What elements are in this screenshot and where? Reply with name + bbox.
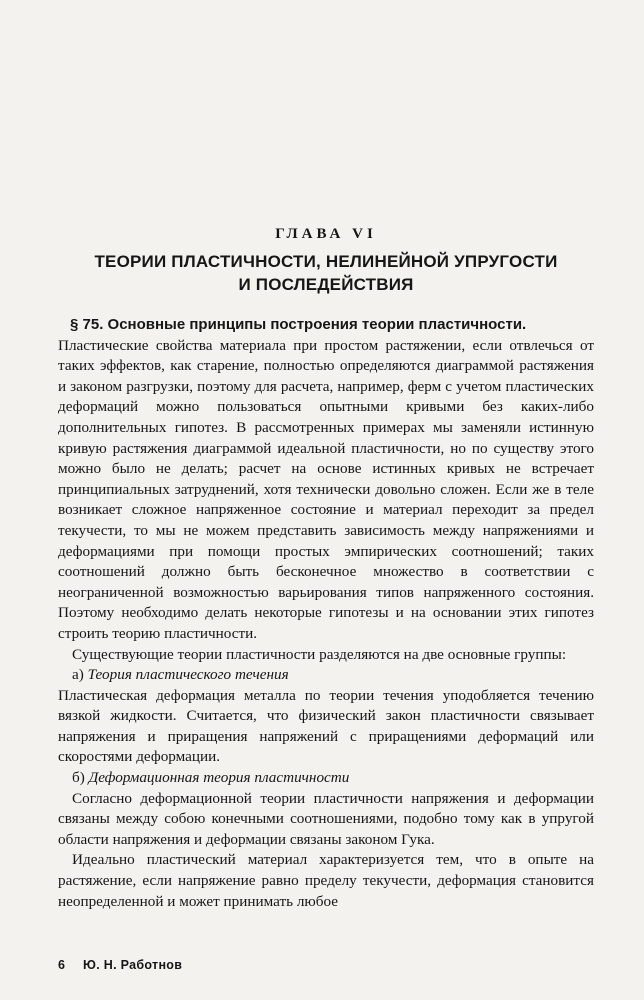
page-number: 6 (58, 958, 66, 972)
subsection-a-title: Теория пластического течения (87, 666, 289, 684)
book-page (58, 0, 594, 1000)
chapter-label: ГЛАВА VI (275, 226, 377, 242)
subsection-a (58, 665, 594, 686)
paragraph-4: Согласно деформационной теории пластичности напряжения и деформации связаны между собою конечными соотношениями, подобно тому как в упругой области напряжения и деформации связаны законом Гука. (58, 789, 594, 848)
paragraph-2: Существующие теории пластичности разделяются на две основные группы: (72, 645, 567, 663)
page-footer (58, 958, 182, 972)
subsection-a-label: а) (72, 666, 88, 684)
paragraph-5: Идеально пластический материал характеризуется тем, что в опыте на растяжение, если напряжение равно пределу текучести, деформация становится неопределенной и может принимать любое (58, 851, 594, 910)
subsection-b (58, 768, 594, 789)
paragraph-1: Пластические свойства материала при простом растяжении, если отвлечься от таких эффектов, как старение, полностью определяются диаграммой растяжения и законом разгрузки, поэтому для расчета, например, ферм с учетом пластических деформаций можно пользоваться опытными кривыми без каких-либо дополнительных гипотез. В рассмотренных примерах мы заменяли истинную кривую растяжения диаграммой идеальной пластичности, но по существу этого можно было не делать; расчет на основе истинных кривых не встречает принципиальных затруднений, хотя технически довольно сложен. Если же в теле возникает сложное напряженное состояние и материал переходит за предел текучести, то мы не можем представить зависимость между напряжениями и деформациями при помощи простых эмпирических соотношений; таких соотношений должно быть бесконечное множество в соответствии с неограниченной возможностью варьирования типов напряженного состояния. Поэтому необходимо делать некоторые гипотезы и на основании этих гипотез строить теорию пластичности. (58, 336, 594, 642)
subsection-b-title: Деформационная теория пластичности (88, 769, 350, 787)
chapter-title (58, 250, 594, 296)
section-heading-paragraph (58, 315, 594, 336)
chapter-title-line-2: И ПОСЛЕДЕЙСТВИЯ (238, 275, 414, 294)
author-name: Ю. Н. Работнов (83, 958, 183, 972)
subsection-b-label: б) (72, 769, 89, 787)
body-text (58, 315, 594, 912)
paragraph-3: Пластическая деформация металла по теории течения уподобляется течению вязкой жидкости. Считается, что физический закон пластичности связывает напряжения и приращения напряжений с приращениями деформаций или скоростями деформации. (58, 686, 594, 766)
section-heading: § 75. Основные принципы построения теории пластичности. (70, 316, 527, 333)
chapter-title-line-1: ТЕОРИИ ПЛАСТИЧНОСТИ, НЕЛИНЕЙНОЙ УПРУГОСТИ (94, 252, 558, 271)
